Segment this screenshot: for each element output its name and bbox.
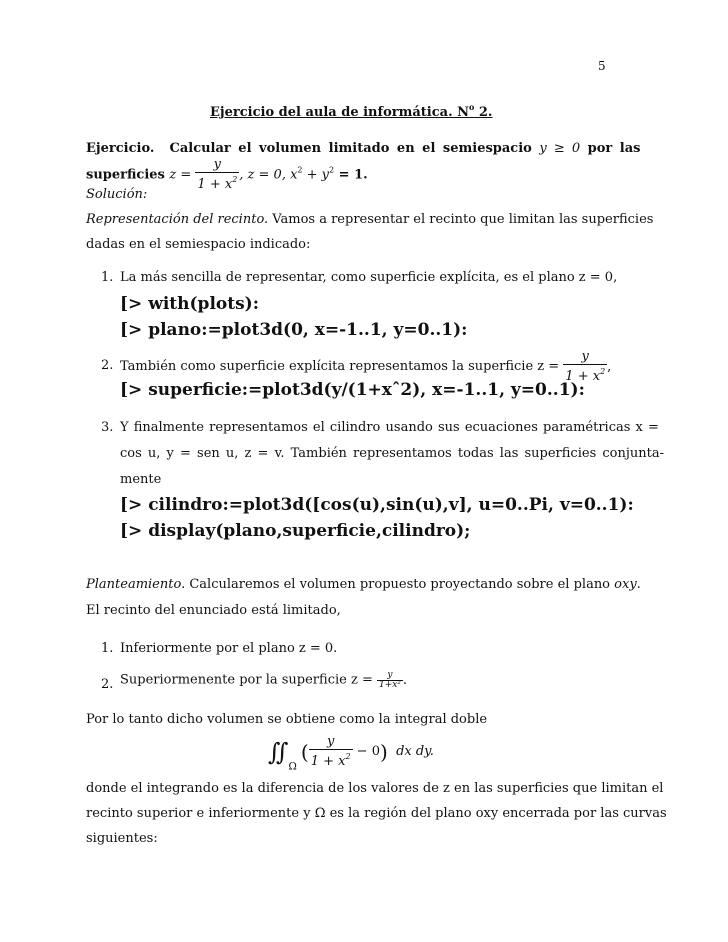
maple-cmd-superficie: [> superficie:=plot3d(y/(1+xˆ2), x=-1..1, y=0..1):: [120, 380, 585, 400]
right-paren: ): [379, 740, 388, 764]
integral-region: Ω: [288, 761, 297, 773]
exercise-text-end: por las: [580, 141, 641, 156]
integral-frac-num: y: [309, 735, 353, 750]
item1-text: La más sencilla de representar, como superficie explícita, es el plano z = 0,: [120, 270, 618, 285]
page-number: 5: [598, 59, 606, 73]
rest-sup: 2: [297, 165, 303, 175]
planteamiento-oxy: oxy: [614, 577, 637, 592]
title-text: Ejercicio del aula de informática. N: [210, 105, 470, 120]
frac-den: [195, 173, 239, 192]
maple-cmd-display: [> display(plano,superficie,cilindro);: [120, 521, 471, 541]
item1-num: 1.: [101, 270, 114, 285]
item2-num: 2.: [101, 358, 114, 373]
integral-frac-den-sup: 2: [345, 752, 351, 761]
maple-cmd-with-plots: [> with(plots):: [120, 294, 259, 314]
representacion-label: Representación del recinto.: [86, 212, 269, 227]
final-line-2: recinto superior e inferiormente y Ω es la región del plano oxy encerrada por las curvas: [86, 806, 667, 821]
maple-cmd-plano: [> plano:=plot3d(0, x=-1..1, y=0..1):: [120, 320, 468, 340]
integral-fraction: [309, 735, 353, 769]
plan-item2-line: [120, 671, 407, 697]
integral-frac-den: [309, 750, 353, 769]
planteamiento-line-1: [86, 577, 641, 593]
planteamiento-label: Planteamiento.: [86, 577, 186, 592]
maple-cmd-cilindro: [> cilindro:=plot3d([cos(u),sin(u),v], u=0..Pi, v=0..1):: [120, 495, 634, 515]
double-integral: [268, 735, 434, 775]
final-line-3: siguientes:: [86, 831, 158, 846]
item2-tail: ,: [607, 359, 612, 375]
plan-item2-tail: .: [402, 673, 408, 688]
item2-text: También como superficie explícita representamos la superficie z =: [120, 359, 564, 374]
plan-frac-den: 1+x²: [378, 680, 401, 690]
representacion-text1: Vamos a representar el recinto que limitan las superficies: [268, 212, 654, 227]
plan-item1-num: 1.: [101, 641, 114, 656]
exercise-z: z =: [169, 167, 196, 183]
integral-symbol: ∬: [268, 738, 289, 766]
item2-line: [120, 349, 612, 384]
integral-frac-den-text: 1 + x: [310, 754, 346, 769]
title-tail: 2.: [474, 105, 493, 120]
exercise-text: Calcular el volumen limitado en el semiespacio: [169, 141, 540, 156]
rest2: + y: [302, 167, 330, 183]
planteamiento-end: .: [636, 577, 641, 592]
exercise-line-1: [86, 141, 640, 157]
plan-item2-text: Superiormenente por la superficie z =: [120, 672, 377, 688]
plan-item2-fraction: [377, 671, 403, 690]
item3-text1: Y finalmente representamos el cilindro usando sus ecuaciones paramétricas x =: [120, 420, 659, 435]
frac-den-text: 1 + x: [197, 177, 233, 192]
exercise-label: Ejercicio.: [86, 141, 155, 156]
exercise-line-2: [86, 157, 368, 192]
exercise-cond: y ≥ 0: [539, 141, 581, 156]
exercise-rest: , z = 0, x: [239, 167, 298, 183]
integral-minus: − 0: [352, 744, 380, 759]
item3-text2: cos u, y = sen u, z = v. También representamos todas las superficies conjunta-: [120, 446, 664, 461]
integral-dxdy: dx dy.: [396, 744, 434, 759]
final-line-1: donde el integrando es la diferencia de los valores de z en las superficies que limitan el: [86, 781, 664, 796]
item2-frac-den-text: 1 + x: [565, 369, 601, 384]
page-title: [210, 99, 492, 121]
item3-num: 3.: [101, 420, 114, 435]
item3-text3: mente: [120, 472, 162, 487]
plan-frac-num: y: [377, 671, 403, 681]
frac-den-sup: 2: [232, 175, 238, 184]
item2-fraction: [563, 350, 607, 384]
exercise-fraction: [195, 158, 239, 192]
representacion-line-2: dadas en el semiespacio indicado:: [86, 237, 311, 252]
frac-num: y: [195, 158, 239, 173]
representacion-line-1: [86, 212, 653, 228]
superficies-label: superficies: [86, 167, 170, 183]
rest3: = 1.: [334, 167, 368, 183]
plan-item1-text: Inferiormente por el plano z = 0.: [120, 641, 338, 656]
planteamiento-text1: Calcularemos el volumen propuesto proyectando sobre el plano: [185, 577, 615, 592]
planteamiento-line-2: El recinto del enunciado está limitado,: [86, 603, 341, 618]
item2-frac-num: y: [563, 350, 607, 365]
title-sup: o: [469, 102, 475, 112]
por-lo-tanto: Por lo tanto dicho volumen se obtiene como la integral doble: [86, 712, 488, 727]
solucion-label: Solución:: [86, 187, 148, 202]
plan-item2-num: 2.: [101, 677, 114, 692]
left-paren: (: [300, 740, 309, 764]
rest2-sup: 2: [329, 165, 335, 175]
item2-frac-den-sup: 2: [600, 367, 606, 376]
